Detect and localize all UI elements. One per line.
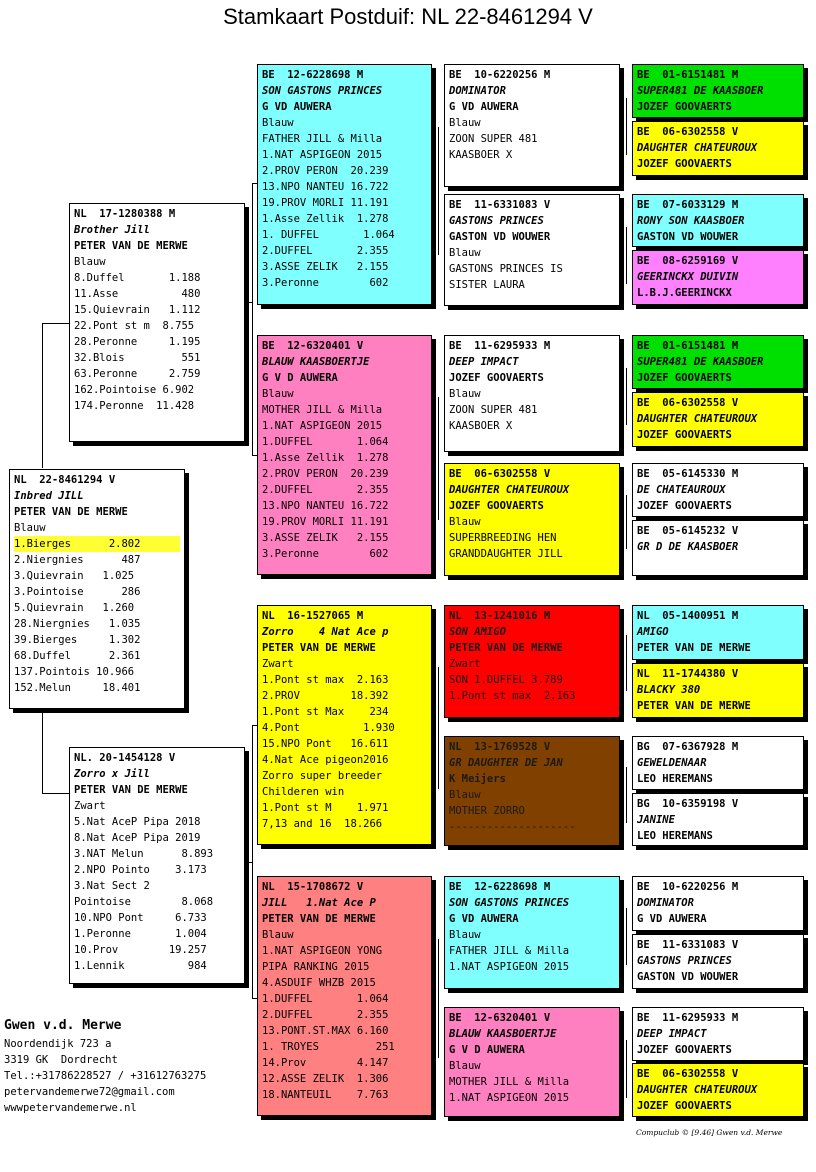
detail-line: 13.PONT.ST.MAX 6.160 <box>262 1025 389 1037</box>
detail-line: 137.Pointois 10.966 <box>14 666 135 678</box>
detail-line: 28.Niergnies 1.035 <box>14 618 141 630</box>
pigeon-card-g13[interactable] <box>632 876 804 931</box>
owner-name: G V D AUWERA <box>449 1044 525 1056</box>
owner-name: PETER VAN DE MERWE <box>449 642 563 654</box>
detail-line: Zwart <box>74 800 106 812</box>
detail-line: 11.Asse 480 <box>74 288 201 300</box>
detail-line: Blauw <box>262 388 294 400</box>
detail-line: 2.PROV PERON 20.239 <box>262 165 389 177</box>
ring-number: NL 05-1400951 M <box>637 610 739 622</box>
pigeon-name: SON GASTONS PRINCES <box>449 897 570 909</box>
owner-name: L.B.J.GEERINCKX <box>637 287 732 299</box>
detail-line: Blauw <box>449 1060 481 1072</box>
detail-line: GRANDDAUGHTER JILL <box>449 548 563 560</box>
detail-line: 1.Bierges 2.802 <box>14 536 180 552</box>
address-line: Noordendijk 723 a <box>4 1038 112 1050</box>
detail-line: 15.Quievrain 1.112 <box>74 304 201 316</box>
owner-name: JOZEF GOOVAERTS <box>637 101 732 113</box>
pigeon-name: SUPER481 DE KAASBOER <box>637 356 764 368</box>
website-link[interactable]: wwwpetervandemerwe.nl <box>4 1102 137 1114</box>
ring-number: BE 06-6302558 V <box>449 468 551 480</box>
detail-line: Pointoise 8.068 <box>74 896 214 908</box>
detail-line: 39.Bierges 1.302 <box>14 634 141 646</box>
detail-line: Blauw <box>262 117 294 129</box>
detail-line: 174.Peronne 11.428 <box>74 400 195 412</box>
pigeon-name: SON GASTONS PRINCES <box>262 85 383 97</box>
pigeon-card-fff[interactable] <box>444 64 620 187</box>
ring-number: NL 13-1769528 V <box>449 741 551 753</box>
detail-line: 28.Peronne 1.195 <box>74 336 201 348</box>
detail-line: 2.DUFFEL 2.355 <box>262 484 389 496</box>
detail-line: Blauw <box>449 388 481 400</box>
detail-line: 2.NPO Pointo 3.173 <box>74 864 207 876</box>
pigeon-card-mother-mother[interactable] <box>257 876 432 1116</box>
ring-number: BE 11-6295933 M <box>449 340 551 352</box>
detail-line: ZOON SUPER 481 <box>449 404 538 416</box>
detail-line: 2.DUFFEL 2.355 <box>262 245 389 257</box>
ring-number: NL 13-1241016 M <box>449 610 551 622</box>
pigeon-card-g12[interactable] <box>632 793 804 846</box>
owner-name: G V D AUWERA <box>262 372 338 384</box>
owner-name: JOZEF GOOVAERTS <box>637 1044 732 1056</box>
detail-line: 18.NANTEUIL 7.763 <box>262 1089 389 1101</box>
connector <box>42 707 43 793</box>
detail-line: 19.PROV MORLI 11.191 <box>262 197 389 209</box>
detail-line: 1.Peronne 1.004 <box>74 928 207 940</box>
ring-number: NL 17-1280388 M <box>74 208 176 220</box>
detail-line: 13.NPO NANTEU 16.722 <box>262 181 389 193</box>
pigeon-card-g4[interactable] <box>632 250 804 305</box>
connector <box>252 183 253 302</box>
detail-line: 3.NAT Melun 8.893 <box>74 848 214 860</box>
breeder-contact <box>4 1016 206 1116</box>
page-title: Stamkaart Postduif: NL 22-8461294 V <box>223 4 593 29</box>
software-credit: Compuclub © [9.46] Gwen v.d. Merwe <box>636 1128 783 1137</box>
connector <box>626 1040 627 1098</box>
connector <box>438 397 439 520</box>
detail-line: ZOON SUPER 481 <box>449 133 538 145</box>
ring-number: BE 12-6320401 V <box>449 1012 551 1024</box>
ring-number: BE 06-6302558 V <box>637 397 739 409</box>
pigeon-card-mother[interactable] <box>69 747 245 984</box>
detail-line: FATHER JILL & Milla <box>449 945 570 957</box>
pigeon-name: DEEP IMPACT <box>637 1028 707 1040</box>
detail-line: SON 1.DUFFEL 3.789 <box>449 674 563 686</box>
owner-name: GASTON VD WOUWER <box>449 231 551 243</box>
connector <box>42 793 70 794</box>
connector <box>42 323 43 468</box>
pigeon-name: GASTONS PRINCES <box>449 215 544 227</box>
detail-line: Blauw <box>74 256 106 268</box>
detail-line: 2.PROV PERON 20.239 <box>262 468 389 480</box>
detail-line: Zwart <box>262 658 294 670</box>
pigeon-card-mfm[interactable] <box>444 736 620 846</box>
ring-number: BE 12-6320401 V <box>262 340 364 352</box>
pigeon-card-mother-father[interactable] <box>257 605 432 845</box>
ring-number: BE 05-6145232 V <box>637 525 739 537</box>
owner-name: LEO HEREMANS <box>637 830 713 842</box>
owner-name: LEO HEREMANS <box>637 773 713 785</box>
detail-line: FATHER JILL & Milla <box>262 133 383 145</box>
pigeon-name: DAUGHTER CHATEUROUX <box>449 484 570 496</box>
detail-line: 63.Peronne 2.759 <box>74 368 201 380</box>
detail-line: Blauw <box>262 929 294 941</box>
owner-name: PETER VAN DE MERWE <box>637 700 751 712</box>
detail-line: 32.Blois 551 <box>74 352 201 364</box>
detail-line: 2.PROV 18.392 <box>262 690 389 702</box>
connector <box>252 725 253 998</box>
pigeon-name: DAUGHTER CHATEUROUX <box>637 1084 758 1096</box>
pigeon-name: Brother Jill <box>74 224 150 236</box>
pigeon-name: GEERINCKX DUIVIN <box>637 271 739 283</box>
pigeon-card-g2[interactable] <box>632 121 804 176</box>
detail-line: SUPERBREEDING HEN <box>449 532 557 544</box>
owner-name: JOZEF GOOVAERTS <box>637 500 732 512</box>
pigeon-card-g15[interactable] <box>632 1007 804 1061</box>
detail-line: Childeren win <box>262 786 345 798</box>
owner-name: PETER VAN DE MERWE <box>14 506 128 518</box>
pigeon-name: SUPER481 DE KAASBOER <box>637 85 764 97</box>
owner-name: GASTON VD WOUWER <box>637 231 739 243</box>
pigeon-card-ffm[interactable] <box>444 194 620 306</box>
ring-number: NL 11-1744380 V <box>637 668 739 680</box>
owner-name: PETER VAN DE MERWE <box>74 240 188 252</box>
detail-line: MOTHER JILL & Milla <box>262 404 383 416</box>
pigeon-card-fmm[interactable] <box>444 463 620 576</box>
detail-line: 15.NPO Pont 16.611 <box>262 738 389 750</box>
detail-line: 4.Nat Ace pigeon2016 <box>262 754 389 766</box>
detail-line: 1.Pont st Max 234 <box>262 706 389 718</box>
pigeon-name: BLAUW KAASBOERTJE <box>449 1028 557 1040</box>
detail-line: GASTONS PRINCES IS <box>449 263 563 275</box>
detail-line: 4.ASDUIF WHZB 2015 <box>262 977 376 989</box>
pigeon-card-father[interactable] <box>69 203 245 442</box>
owner-name: K Meijers <box>449 773 506 785</box>
ring-number: BE 06-6302558 V <box>637 1068 739 1080</box>
detail-line: 1.NAT ASPIGEON YONG <box>262 945 383 957</box>
detail-line: 3.Quievrain 1.025 <box>14 570 135 582</box>
detail-line: MOTHER ZORRO <box>449 805 525 817</box>
owner-name: PETER VAN DE MERWE <box>262 913 376 925</box>
detail-line: 1.DUFFEL 1.064 <box>262 436 389 448</box>
connector <box>246 862 252 863</box>
ring-number: BE 06-6302558 V <box>637 126 739 138</box>
ring-number: BE 12-6228698 M <box>449 881 551 893</box>
connector <box>42 323 70 324</box>
pigeon-card-mmm[interactable] <box>444 1007 620 1117</box>
detail-line: Zorro super breeder <box>262 770 383 782</box>
ring-number: NL 22-8461294 V <box>14 474 116 486</box>
detail-line: Blauw <box>449 789 481 801</box>
ring-number: BG 07-6367928 M <box>637 741 739 753</box>
detail-line: Blauw <box>14 522 46 534</box>
detail-line: 162.Pointoise 6.902 <box>74 384 195 396</box>
detail-line: 5.Quievrain 1.260 <box>14 602 135 614</box>
ring-number: BE 01-6151481 M <box>637 69 739 81</box>
pigeon-card-father-mother[interactable] <box>257 335 432 575</box>
connector <box>626 767 627 823</box>
pigeon-name: Zorro 4 Nat Ace p <box>262 626 389 638</box>
connector <box>252 302 253 455</box>
address-line: 3319 GK Dordrecht <box>4 1054 118 1066</box>
pigeon-card-g7[interactable] <box>632 463 804 517</box>
connector <box>626 495 627 549</box>
pigeon-card-g1[interactable] <box>632 64 804 118</box>
pigeon-card-main[interactable] <box>9 469 185 709</box>
detail-line: 3.ASSE ZELIK 2.155 <box>262 532 389 544</box>
pigeon-card-g10[interactable] <box>632 663 804 718</box>
pigeon-name: AMIGO <box>637 626 669 638</box>
detail-line: Blauw <box>449 247 481 259</box>
detail-line: 1.DUFFEL 1.064 <box>262 993 389 1005</box>
connector <box>626 635 627 691</box>
pigeon-name: Inbred JILL <box>14 490 84 502</box>
ring-number: BE 11-6295933 M <box>637 1012 739 1024</box>
pigeon-name: DAUGHTER CHATEUROUX <box>637 413 758 425</box>
connector <box>438 127 439 255</box>
detail-line: KAASBOER X <box>449 420 513 432</box>
pigeon-name: JANINE <box>637 814 675 826</box>
detail-line: 1.Pont st max 2.163 <box>449 690 576 702</box>
pigeon-name: BLAUW KAASBOERTJE <box>262 356 370 368</box>
pigeon-card-g3[interactable] <box>632 194 804 247</box>
detail-line: 1.Lennik 984 <box>74 960 207 972</box>
owner-name: PETER VAN DE MERWE <box>262 642 376 654</box>
connector <box>438 939 439 1058</box>
owner-name: G VD AUWERA <box>449 913 519 925</box>
owner-name: GASTON VD WOUWER <box>637 971 739 983</box>
detail-line: 68.Duffel 2.361 <box>14 650 141 662</box>
ring-number: BG 10-6359198 V <box>637 798 739 810</box>
pigeon-card-g16[interactable] <box>632 1063 804 1117</box>
pigeon-card-mmf[interactable] <box>444 876 620 989</box>
connector <box>626 98 627 155</box>
ring-number: BE 10-6220256 M <box>449 69 551 81</box>
detail-line: 12.ASSE ZELIK 1.306 <box>262 1073 389 1085</box>
detail-line: 5.Nat AceP Pipa 2018 <box>74 816 201 828</box>
owner-name: JOZEF GOOVAERTS <box>637 372 732 384</box>
pigeon-name: Zorro x Jill <box>74 768 150 780</box>
pigeon-card-g9[interactable] <box>632 605 804 660</box>
pigeon-name: RONY SON KAASBOER <box>637 215 745 227</box>
detail-line: Zwart <box>449 658 481 670</box>
ring-number: BE 08-6259169 V <box>637 255 739 267</box>
connector <box>438 667 439 789</box>
detail-line: 1.NAT ASPIGEON 2015 <box>449 961 570 973</box>
pigeon-name: DAUGHTER CHATEUROUX <box>637 142 758 154</box>
pigeon-name: DOMINATOR <box>637 897 694 909</box>
pigeon-card-g11[interactable] <box>632 736 804 790</box>
pigeon-card-fmf[interactable] <box>444 335 620 452</box>
detail-line: MOTHER JILL & Milla <box>449 1076 570 1088</box>
pigeon-name: GR DAUGHTER DE JAN <box>449 757 563 769</box>
pigeon-name: GASTONS PRINCES <box>637 955 732 967</box>
detail-line: 1.Asse Zellik 1.278 <box>262 452 389 464</box>
detail-line: 1.Pont st M 1.971 <box>262 802 389 814</box>
detail-line: SISTER LAURA <box>449 279 525 291</box>
pigeon-name: DOMINATOR <box>449 85 506 97</box>
detail-line: 1.NAT ASPIGEON 2015 <box>262 149 383 161</box>
pigeon-name: GR D DE KAASBOER <box>637 541 739 553</box>
pigeon-name: GEWELDENAAR <box>637 757 707 769</box>
owner-name: PETER VAN DE MERWE <box>637 642 751 654</box>
pigeon-name: DEEP IMPACT <box>449 356 519 368</box>
detail-line: 1.NAT ASPIGEON 2015 <box>262 420 383 432</box>
detail-line: 1.Pont st max 2.163 <box>262 674 389 686</box>
owner-name: G VD AUWERA <box>262 101 332 113</box>
detail-line: 14.Prov 4.147 <box>262 1057 389 1069</box>
detail-line: 22.Pont st m 8.755 <box>74 320 195 332</box>
connector <box>626 908 627 965</box>
detail-line: 3.Peronne 602 <box>262 277 389 289</box>
ring-number: BE 12-6228698 M <box>262 69 364 81</box>
pigeon-name: DE CHATEAUROUX <box>637 484 726 496</box>
breeder-name: Gwen v.d. Merwe <box>4 1018 122 1033</box>
ring-number: NL 16-1527065 M <box>262 610 364 622</box>
pigeon-name: BLACKY 380 <box>637 684 701 696</box>
detail-line: -------------------- <box>449 821 576 833</box>
ring-number: NL 15-1708672 V <box>262 881 364 893</box>
detail-line: Blauw <box>449 929 481 941</box>
ring-number: BE 01-6151481 M <box>637 340 739 352</box>
detail-line: 152.Melun 18.401 <box>14 682 141 694</box>
connector <box>626 368 627 425</box>
pigeon-card-father-father[interactable] <box>257 64 432 305</box>
pigeon-card-g14[interactable] <box>632 934 804 989</box>
pigeon-card-g6[interactable] <box>632 392 804 447</box>
connector <box>626 227 627 284</box>
detail-line: 2.Niergnies 487 <box>14 554 141 566</box>
detail-line: 4.Pont 1.930 <box>262 722 395 734</box>
pigeon-name: SON AMIGO <box>449 626 506 638</box>
ring-number: NL. 20-1454128 V <box>74 752 176 764</box>
detail-line: 13.NPO NANTEU 16.722 <box>262 500 389 512</box>
detail-line: 10.NPO Pont 6.733 <box>74 912 207 924</box>
detail-line: 1.Asse Zellik 1.278 <box>262 213 389 225</box>
ring-number: BE 07-6033129 M <box>637 199 739 211</box>
pigeon-card-mff[interactable] <box>444 605 620 718</box>
detail-line: 7,13 and 16 18.266 <box>262 818 383 830</box>
detail-line: 1. DUFFEL 1.064 <box>262 229 395 241</box>
owner-name: JOZEF GOOVAERTS <box>449 500 544 512</box>
owner-name: G VD AUWERA <box>449 101 519 113</box>
owner-name: JOZEF GOOVAERTS <box>637 429 732 441</box>
owner-name: PETER VAN DE MERWE <box>74 784 188 796</box>
pigeon-name: JILL 1.Nat Ace P <box>262 897 376 909</box>
owner-name: G VD AUWERA <box>637 913 707 925</box>
detail-line: 1.NAT ASPIGEON 2015 <box>449 1092 570 1104</box>
detail-line: 3.Peronne 602 <box>262 548 389 560</box>
detail-line: 3.ASSE ZELIK 2.155 <box>262 261 389 273</box>
owner-name: JOZEF GOOVAERTS <box>449 372 544 384</box>
detail-line: Blauw <box>449 117 481 129</box>
ring-number: BE 10-6220256 M <box>637 881 739 893</box>
detail-line: Blauw <box>449 516 481 528</box>
detail-line: 8.Duffel 1.188 <box>74 272 201 284</box>
detail-line: KAASBOER X <box>449 149 513 161</box>
ring-number: BE 11-6331083 V <box>637 939 739 951</box>
detail-line: 1. TROYES 251 <box>262 1041 395 1053</box>
email-link[interactable]: petervandemerwe72@gmail.com <box>4 1086 175 1098</box>
detail-line: 3.Pointoise 286 <box>14 586 141 598</box>
pigeon-card-g5[interactable] <box>632 335 804 389</box>
detail-line: 8.Nat AceP Pipa 2019 <box>74 832 201 844</box>
detail-line: 2.DUFFEL 2.355 <box>262 1009 389 1021</box>
pigeon-card-g8[interactable] <box>632 520 804 576</box>
owner-name: JOZEF GOOVAERTS <box>637 1100 732 1112</box>
detail-line: 3.Nat Sect 2 <box>74 880 150 892</box>
ring-number: BE 05-6145330 M <box>637 468 739 480</box>
detail-line: PIPA RANKING 2015 <box>262 961 370 973</box>
owner-name: JOZEF GOOVAERTS <box>637 158 732 170</box>
detail-line: 19.PROV MORLI 11.191 <box>262 516 389 528</box>
phone-text: Tel.:+31786228527 / +31612763275 <box>4 1070 207 1082</box>
detail-line: 10.Prov 19.257 <box>74 944 207 956</box>
ring-number: BE 11-6331083 V <box>449 199 551 211</box>
